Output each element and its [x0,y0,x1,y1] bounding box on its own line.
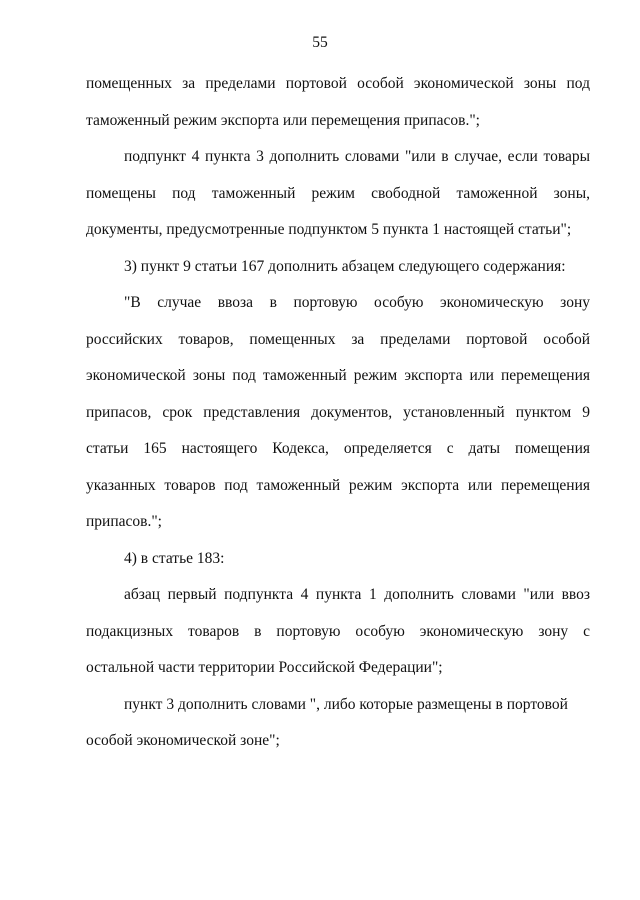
text-line: российских товаров, помещенных за пределами портовой особой [86,330,590,348]
text-line: "В случае ввоза в портовую особую экономическую зону [124,294,590,311]
document-body [86,73,590,767]
text-line: подакцизных товаров в портовую особую экономическую зону с [86,622,590,640]
text-line: помещенных за пределами портовой особой экономической зоны под [86,75,590,92]
page-number: 55 [312,34,328,51]
text-line: абзац первый подпункта 4 пункта 1 дополнить словами "или ввоз [124,586,590,603]
text-line: 4) в статье 183: [124,549,225,567]
text-line: указанных товаров под таможенный режим экспорта или перемещения [86,476,590,494]
text-line: помещены под таможенный режим свободной таможенной зоны, [86,184,590,202]
text-line: подпункт 4 пункта 3 дополнить словами "или в случае, если товары [124,148,590,165]
text-line: припасов."; [86,513,162,530]
text-line: таможенный режим экспорта или перемещения припасов."; [86,111,480,129]
text-line: пункт 3 дополнить словами ", либо которые размещены в портовой [124,695,568,713]
text-line: особой экономической зоне"; [86,732,280,749]
text-line: припасов, срок представления документов, установленный пунктом 9 [86,403,590,421]
text-line: статьи 165 настоящего Кодекса, определяется с даты помещения [86,440,590,457]
text-line: остальной части территории Российской Федерации"; [86,659,443,676]
text-line: документы, предусмотренные подпунктом 5 пункта 1 настоящей статьи"; [86,221,572,238]
text-line: экономической зоны под таможенный режим экспорта или перемещения [86,367,590,384]
text-line: 3) пункт 9 статьи 167 дополнить абзацем следующего содержания: [124,257,566,275]
